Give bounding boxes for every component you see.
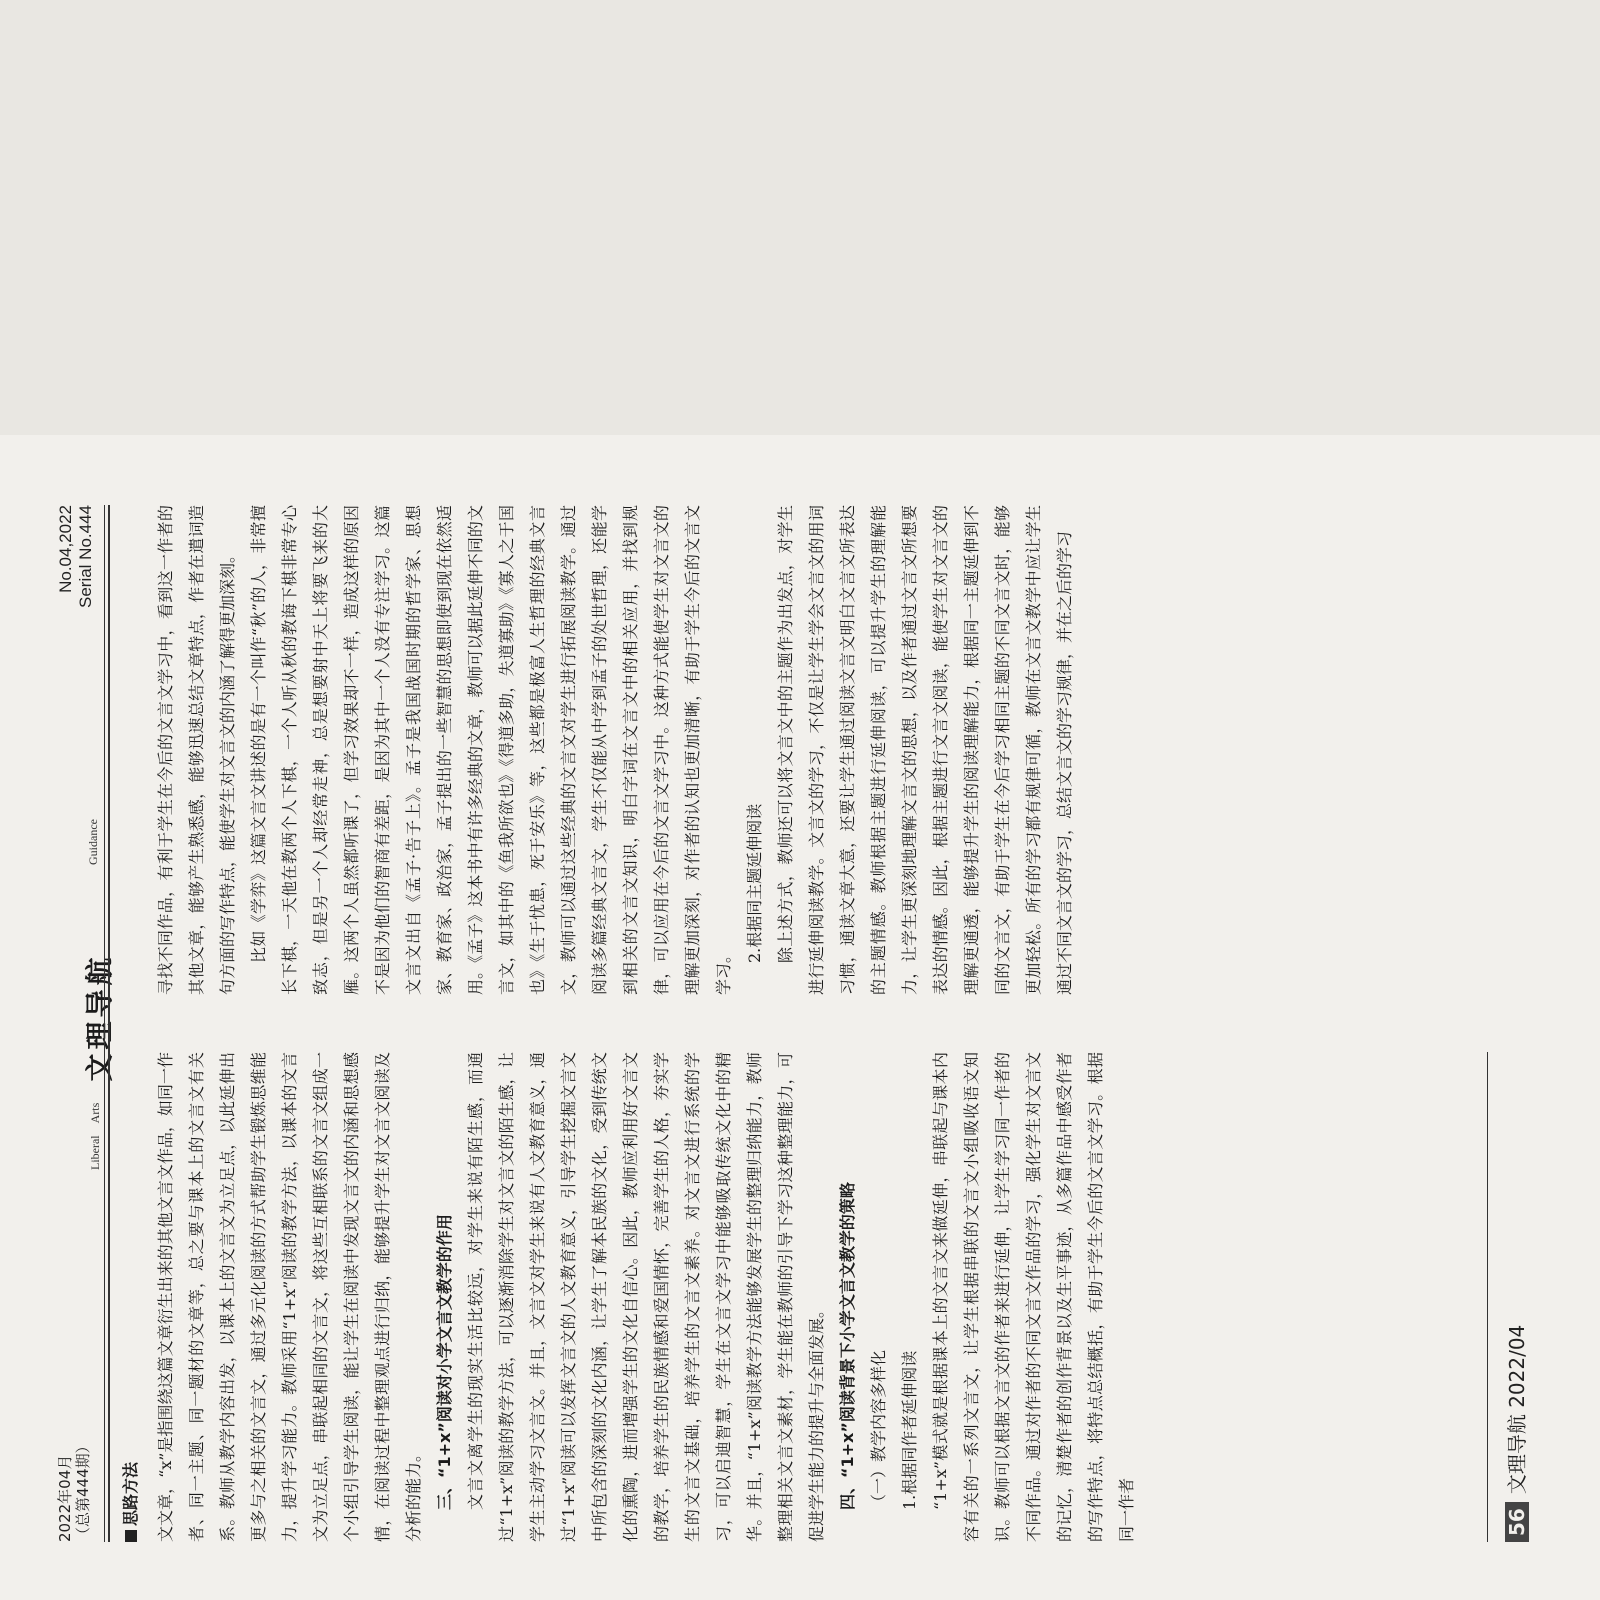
body-paragraph: 寻找不同作品，有利于学生在今后的文言文学习中，看到这一作者的其他文章，能够产生熟悉感，能够迅速总结文章特点，作者在遣词造句方面的写作特点，能使学生对文言文的内涵了解得更加深刻。 xyxy=(156,505,237,995)
serial-number: Serial No.444 xyxy=(76,505,95,609)
issue-number: No.04,2022 xyxy=(56,505,75,593)
body-paragraph: 文言文离学生的现实生活比较远，对学生来说有陌生感，而通过“1+x”阅读的教学方法，可以逐渐消除学生对文言文的陌生感，让学生主动学习文言文。并且，文言文对学生来说有人文教育意义，通过“1+x”阅读可以发挥文言文的人文教育意义，引导学生挖掘文言文中所包含的深刻的文化内涵，让学生了解本民族的文化，受到传统文化的熏陶，进而增强学生的文化自信心。因此，教师应利用好文言文的教学，培养学生的民族情感和爱国情怀，完善学生的人格，夯实学生的文言文基础，培养学生的文言文素养。对文言文进行系统的学习，可以启迪智慧，学生在文言文学习中能够吸取传统文化中的精华。并且，“1+x”阅读教学方法能够发展学生的整理归纳能力，教师整理相关文言文素材，学生能在教师的引导下学习这种整理能力，可促进学生能力的提升与全面发展。 xyxy=(466,1052,826,1542)
left-text-column xyxy=(150,1052,1460,1542)
subsection-heading: 2.根据同主题延伸阅读 xyxy=(745,803,764,963)
issue-date: 2022年04月 xyxy=(56,1454,74,1542)
journal-page xyxy=(0,435,1600,1600)
subsection-heading: （一）教学内容多样化 xyxy=(869,1349,888,1510)
section-heading: 四、“1+x”阅读背景下小学文言文教学的策略 xyxy=(838,1182,857,1510)
issue-total: （总第444期） xyxy=(74,1438,92,1542)
journal-masthead: 文理导航 xyxy=(83,953,116,1082)
page-number: 56 xyxy=(1505,1502,1529,1542)
right-text-column xyxy=(150,505,1460,995)
section-heading: 三、“1+x”阅读对小学文言文教学的作用 xyxy=(435,1214,454,1510)
body-paragraph: “1+x”模式就是根据课本上的文言文来做延伸，串联起与课本内容有关的一系列文言文，让学生根据串联的文言文小组吸收语文知识。教师可以根据文言文的作者来进行延伸，让学生学习同一作者的不同作品。通过对作者的不同文言文作品的学习，强化学生对文言文的记忆，清楚作者的创作背景以及生平事迹，从多篇作品中感受作者的写作特点，将特点总结概括，有助于学生今后的文言文学习。根据同一作者 xyxy=(931,1052,1136,1542)
masthead-english-right: Guidance xyxy=(86,819,100,865)
header-rule-thick xyxy=(108,505,110,1542)
section-tag-label: 思路方法 xyxy=(121,1461,140,1526)
subsection-heading: 1.根据同作者延伸阅读 xyxy=(900,1350,919,1510)
square-bullet-icon xyxy=(125,1530,137,1542)
footer-rule xyxy=(1487,1052,1488,1542)
header-rule-thin xyxy=(104,505,105,1542)
page-footer xyxy=(1501,1325,1530,1542)
body-paragraph: 比如《学弈》这篇文言文讲述的是有一个叫作“秋”的人，非常擅长下棋，一天他在教两个人下棋，一个人听从秋的教诲下棋非常专心致志，但是另一个人却经常走神，总是想要射中天上将要飞来的大雁。这两个人虽然都听课了，但学习效果却不一样，造成这样的原因不是因为他们的智商有差距，是因为其中一个人没有专注学习。这篇文言文出自《孟子·告子上》。孟子是我国战国时期的哲学家、思想家、教育家、政治家，孟子提出的一些智慧的思想即使到现在依然适用。《孟子》这本书中有许多经典的文章，教师可以据此延伸不同的文言文，如其中的《鱼我所欲也》《得道多助，失道寡助》《寡人之于国也》《生于忧患，死于安乐》等，这些都是极富人生哲理的经典文言文，教师可以通过这些经典的文言文对学生进行拓展阅读教学。通过阅读多篇经典文言文，学生不仅能从中学到孟子的处世哲理，还能学到相关的文言文知识，明白字词在文言文中的相关应用，并找到规律，可以应用在今后的文言文学习中。这种方式能使学生对文言文的理解更加深刻，对作者的认知也更加清晰，有助于学生今后的文言文学习。 xyxy=(249,505,733,995)
body-paragraph: 文文章，“x”是指围绕这篇文章衍生出来的其他文言文作品，如同一作者、同一主题、同一题材的文章等，总之要与课本上的文言文有关系。教师从教学内容出发，以课本上的文言文为立足点，以此延伸出更多与之相关的文言文，通过多元化阅读的方式帮助学生锻炼思维能力，提升学习能力。教师采用“1+x”阅读的教学方法，以课本的文言文为立足点，串联起相同的文言文，将这些互相联系的文言文组成一个小组引导学生阅读，能让学生在阅读中发现文言文的内涵和思想感情，在阅读过程中整理观点进行归纳，能够提升学生对文言文阅读及分析的能力。 xyxy=(156,1052,423,1542)
body-paragraph: 除上述方式，教师还可以将文言文中的主题作为出发点，对学生进行延伸阅读教学。文言文的学习，不仅是让学生学会文言文的用词习惯，通读文章大意，还要让学生通过阅读文言文明白文言文所表达的主题情感。教师根据主题进行延伸阅读，可以提升学生的理解能力，让学生更深刻地理解文言文的思想，以及作者通过文言文所想要表达的情感。因此，根据主题进行文言文阅读，能使学生对文言文的理解更通透，能够提升学生的阅读理解能力，根据同一主题延伸到不同的文言文，有助于学生在今后学习相同主题的不同文言文时，能够更加轻松。所有的学习都有规律可循，教师在文言文教学中应让学生通过不同文言文的学习，总结文言文的学习规律，并在之后的学习 xyxy=(776,505,1074,995)
masthead-english-left: Liberal Arts xyxy=(88,1102,102,1170)
section-tag xyxy=(118,1462,141,1542)
footer-journal: 文理导航 2022/04 xyxy=(1505,1324,1529,1495)
